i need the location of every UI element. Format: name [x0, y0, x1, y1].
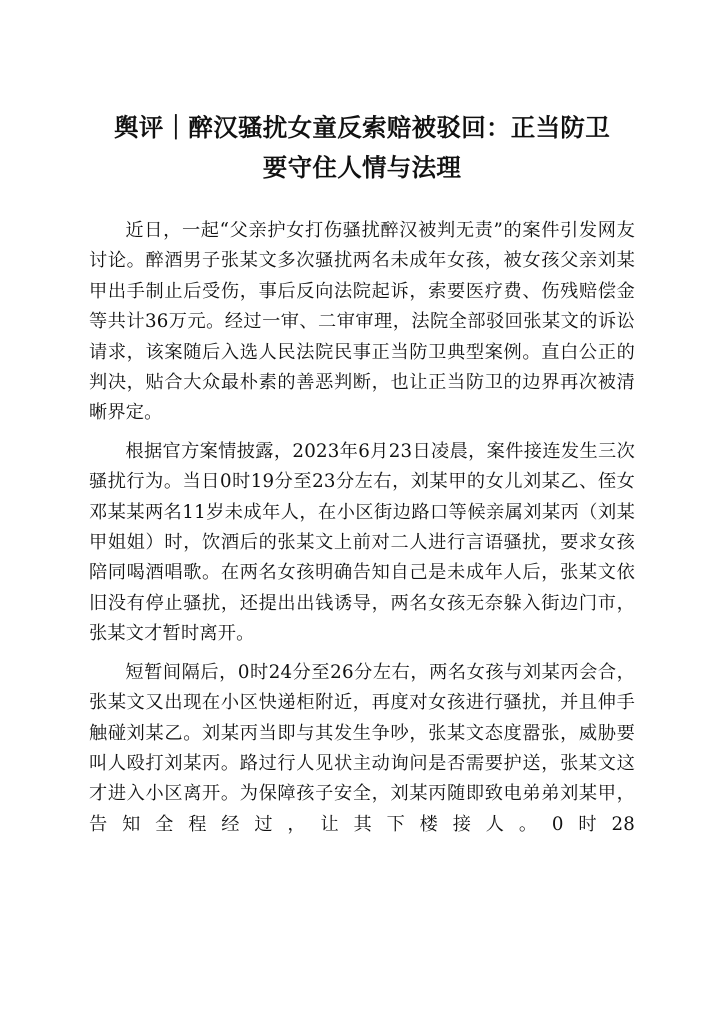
article-title [70, 108, 654, 188]
paragraph-3: 短暂间隔后，0时24分至26分左右，两名女孩与刘某丙会合，张某文又出现在小区快递柜附近，再度对女孩进行骚扰，并且伸手触碰刘某乙。刘某丙当即与其发生争吵，张某文态度嚣张，威胁要叫人殴打刘某丙。路过行人见状主动询问是否需要护送，张某文这才进入小区离开。为保障孩子安全，刘某丙随即致电弟弟刘某甲，告知全程经过，让其下楼接人。0时28 [89, 661, 635, 835]
paragraph-2: 根据官方案情披露，2023年6月23日凌晨，案件接连发生三次骚扰行为。当日0时19分至23分左右，刘某甲的女儿刘某乙、侄女邓某某两名11岁未成年人，在小区街边路口等候亲属刘某丙（刘某甲姐姐）时，饮酒后的张某文上前对二人进行言语骚扰，要求女孩陪同喝酒唱歌。在两名女孩明确告知自己是未成年人后，张某文依旧没有停止骚扰，还提出出钱诱导，两名女孩无奈躲入街边门市，张某文才暂时离开。 [89, 440, 635, 645]
title-line-1: 舆评｜醉汉骚扰女童反索赔被驳回：正当防卫 [114, 113, 610, 142]
title-line-2: 要守住人情与法理 [262, 153, 462, 182]
article-body [89, 216, 635, 848]
paragraph-1: 近日，一起“父亲护女打伤骚扰醉汉被判无责”的案件引发网友讨论。醉酒男子张某文多次骚扰两名未成年女孩，被女孩父亲刘某甲出手制止后受伤，事后反向法院起诉，索要医疗费、伤残赔偿金等共计36万元。经过一审、二审审理，法院全部驳回张某文的诉讼请求，该案随后入选人民法院民事正当防卫典型案例。直白公正的判决，贴合大众最朴素的善恶判断，也让正当防卫的边界再次被清晰界定。 [89, 220, 635, 424]
